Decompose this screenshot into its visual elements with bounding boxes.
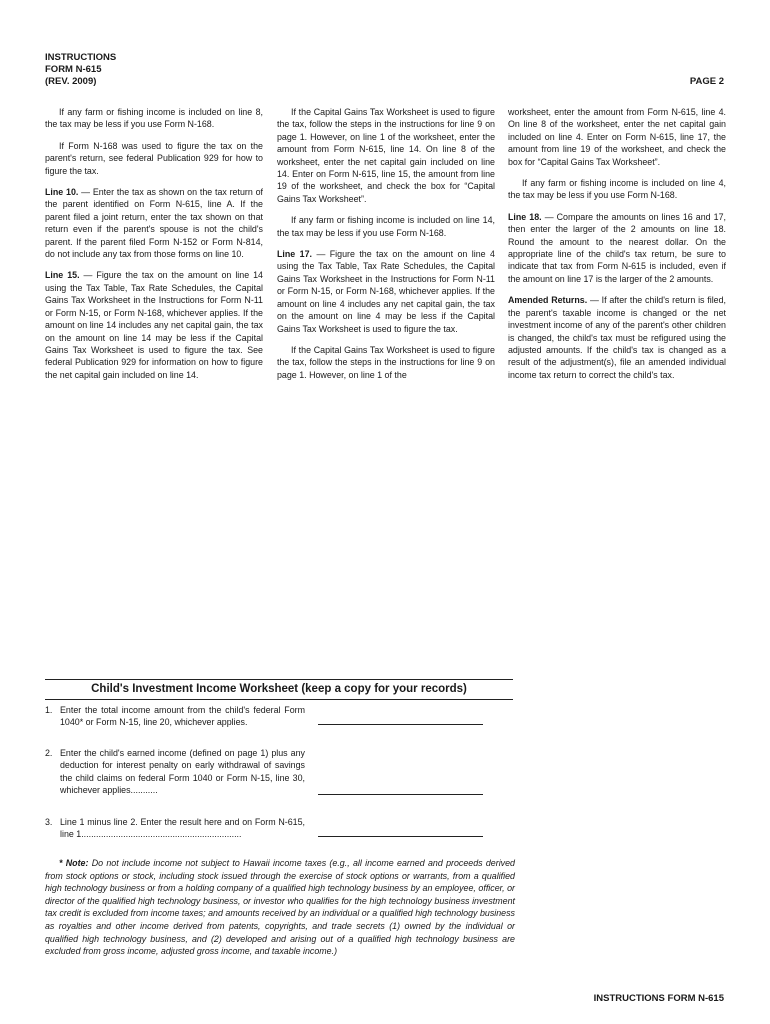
paragraph: If Form N-168 was used to figure the tax on the parent's return, see federal Publication 929 for how to figure the tax.	[45, 140, 263, 176]
section-label: Amended Returns.	[508, 295, 588, 306]
worksheet-rule-top	[45, 679, 513, 680]
form-header	[45, 52, 116, 88]
line-label: Line 15.	[45, 270, 80, 281]
header-title: INSTRUCTIONS	[45, 52, 117, 63]
worksheet-item-3	[45, 816, 305, 841]
paragraph-text: — Figure the tax on the amount on line 14 using the Tax Table, Tax Rate Schedules, the Capital Gains Tax Worksheet in the Instructions for Form N-11 or Form N-15, or Form N-168, whichever applies. If the amount on line 14 includes any net capital gain, the tax on the amount on line 14 may be less if the Capital Gains Tax Worksheet is used to figure the tax. See federal Publication 929 for information on how to figure the net capital gain included on line 14.	[45, 270, 263, 380]
paragraph-text: — Compare the amounts on lines 16 and 17, then enter the larger of the 2 amounts on line 18. Round the amount to the nearest dollar. On the appropriate line of the child's tax return, be sure to indicate that tax from Form N-615 is included, even if the amount on line 17 is the larger of the 2 amounts.	[508, 211, 726, 284]
item-text: Line 1 minus line 2. Enter the result here and on Form N-615, line 1.................................................................	[60, 817, 305, 840]
item-number: 2.	[45, 748, 53, 758]
worksheet-entry-line-1[interactable]	[318, 724, 483, 725]
paragraph: If any farm or fishing income is included on line 14, the tax may be less if you use Form N-168.	[277, 215, 495, 238]
header-revision: (REV. 2009)	[45, 76, 97, 87]
column-2	[277, 106, 495, 390]
worksheet-title: Child's Investment Income Worksheet (keep a copy for your records)	[91, 683, 467, 695]
line-label: Line 18.	[508, 211, 542, 222]
item-text: Enter the child's earned income (defined on page 1) plus any deduction for interest penalty on early withdrawal of savings the child claims on federal Form 1040 or Form N-15, line 30, whichever applies...........	[60, 748, 305, 796]
item-number: 1.	[45, 705, 53, 715]
paragraph: worksheet, enter the amount from Form N-615, line 4. On line 8 of the worksheet, enter the net capital gain included on line 4. Enter on Form N-615, line 17, the amount from line 19 of the worksheet, and check the box for “Capital Gains Tax Worksheet”.	[508, 107, 726, 167]
paragraph-amended-returns	[508, 294, 726, 381]
worksheet-note	[45, 857, 515, 958]
item-text: Enter the total income amount from the child's federal Form 1040* or Form N-15, line 20, whichever applies.	[60, 705, 305, 728]
item-number: 3.	[45, 817, 53, 827]
paragraph-text: — Enter the tax as shown on the tax return of the parent identified on Form N-615, line A. If the parent filed a joint return, enter the tax shown on that return even if the parent's spouse is not the child's parent. If the parent filed Form N-152 or Form N-814, do not include any tax from those forms on line 10.	[45, 187, 263, 260]
page-footer: INSTRUCTIONS FORM N-615	[593, 993, 724, 1004]
paragraph-text: — If after the child's return is filed, the parent's taxable income is changed or the net investment income of any of the parent's other children is changed, the child's tax must be refigured using the adjusted amounts. If the child's tax is changed as a result of the adjustment(s), file an amended individual income tax return to correct the child's tax.	[508, 295, 727, 380]
column-1	[45, 106, 263, 390]
worksheet-rule-bottom	[45, 699, 513, 700]
paragraph-line-15	[45, 269, 263, 381]
worksheet-item-1	[45, 704, 305, 729]
page-number: PAGE 2	[689, 76, 724, 87]
paragraph: If any farm or fishing income is included on line 4, the tax may be less if you use Form N-168.	[508, 178, 726, 201]
paragraph: If the Capital Gains Tax Worksheet is used to figure the tax, follow the steps in the instructions for line 9 on page 1. However, on line 1 of the	[277, 344, 495, 380]
header-form-number: FORM N-615	[45, 64, 102, 75]
paragraph-line-10	[45, 186, 263, 260]
worksheet-item-2	[45, 747, 305, 797]
column-3	[508, 106, 726, 390]
line-label: Line 10.	[45, 187, 79, 198]
paragraph-line-18	[508, 211, 726, 285]
note-label: * Note:	[59, 858, 89, 868]
paragraph: If the Capital Gains Tax Worksheet is used to figure the tax, follow the steps in the instructions for line 9 on page 1. However, on line 1 of the worksheet, enter the amount from Form N-615, line 14. On line 8 of the worksheet, enter the net capital gain included on line 14. Enter on Form N-615, line 15, the amount from line 19 of the worksheet, and check the box for “Capital Gains Tax Worksheet”.	[277, 107, 495, 204]
worksheet-entry-line-2[interactable]	[318, 794, 483, 795]
paragraph: If any farm or fishing income is included on line 8, the tax may be less if you use Form N-168.	[45, 107, 263, 130]
paragraph-line-17	[277, 248, 495, 335]
paragraph-text: — Figure the tax on the amount on line 4 using the Tax Table, Tax Rate Schedules, the Capital Gains Tax Worksheet in the Instructions for Form N-11 or Form N-15, or Form N-168, whichever applies. If the amount on line 4 includes any net capital gain, the tax on the amount on line 4 may be less if the Capital Gains Tax Worksheet is used to figure the tax.	[277, 249, 495, 334]
line-label: Line 17.	[277, 249, 313, 260]
note-text: Do not include income not subject to Hawaii income taxes (e.g., all income earned and proceeds derived from stock options or stock, including stock issued through the exercise of stock options or warrants, from a qualified high technology business or from a holding company of a qualified high technology business by an employee, officer, or director of the qualified high technology business, or investor who qualifies for the high technology business investment tax credit is excluded from income taxes; and amounts received by an individual or a qualified high technology business as royalties and other income derived from patents, copyrights, and trade secrets (1) owned by the individual or qualified high technology business, and (2) developed and arising out of a qualified high technology business are excluded from gross income, adjusted gross income, and taxable income.)	[45, 858, 515, 957]
worksheet-entry-line-3[interactable]	[318, 836, 483, 837]
